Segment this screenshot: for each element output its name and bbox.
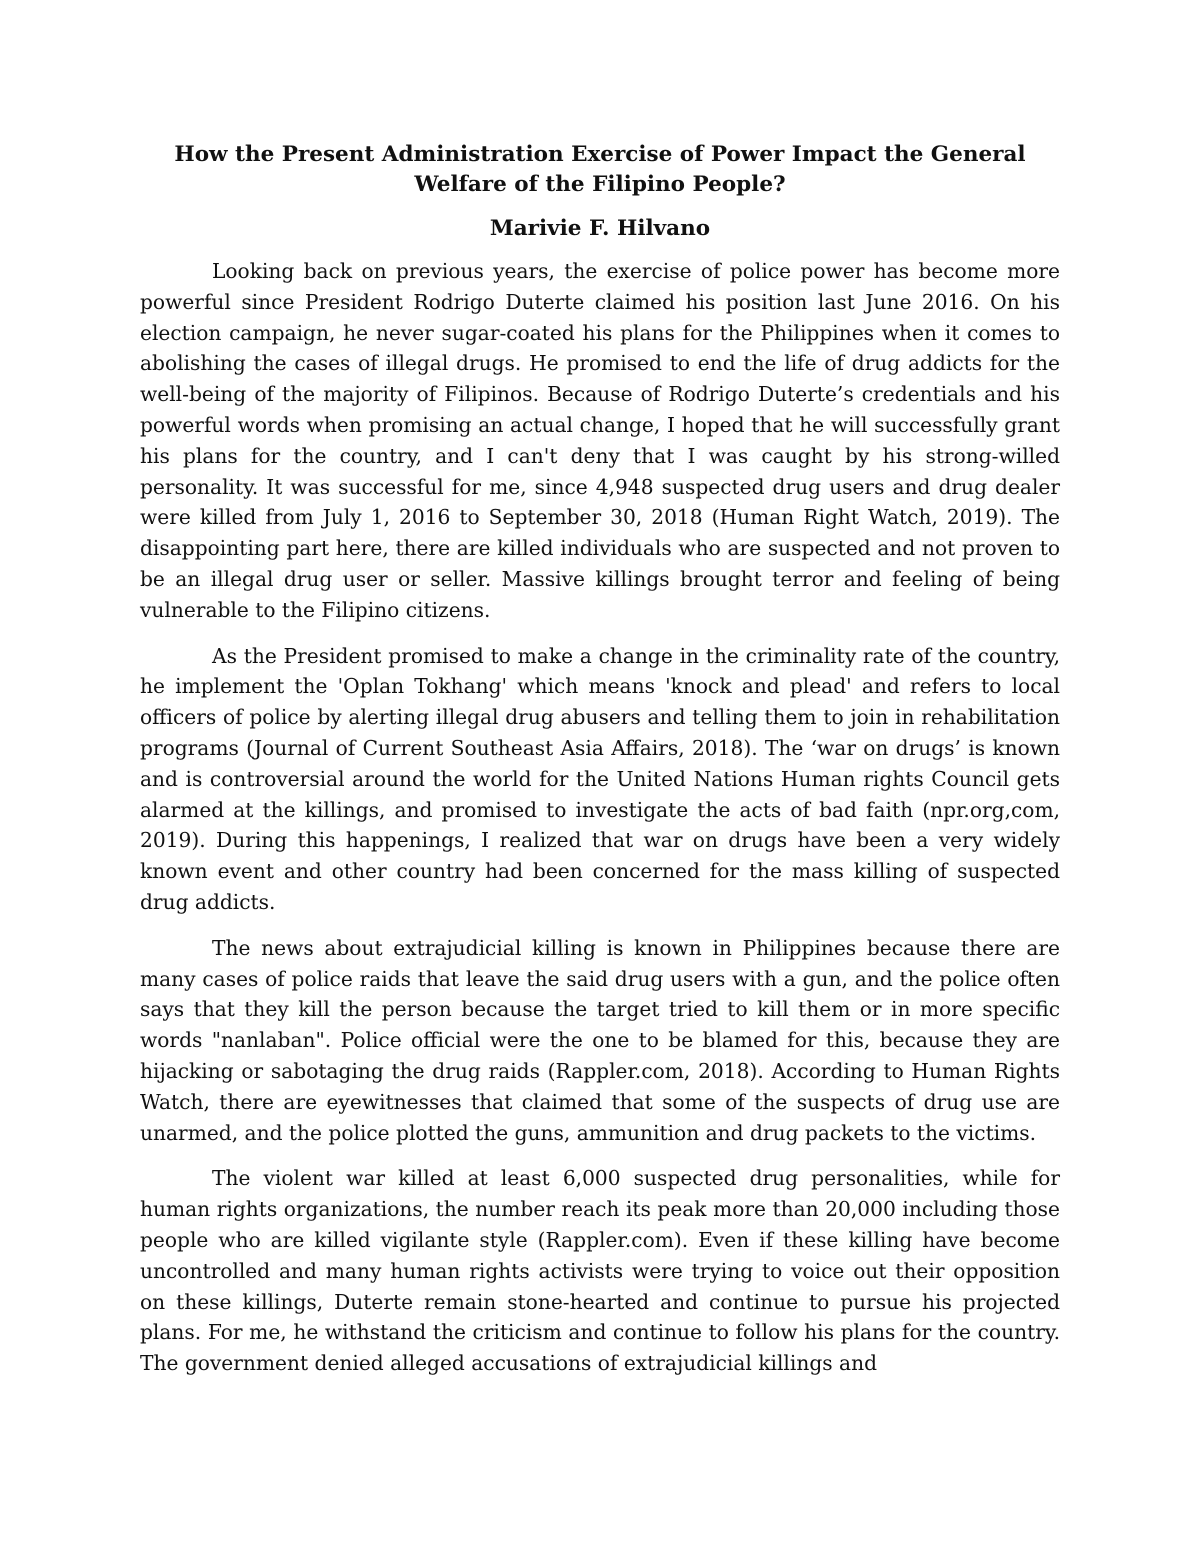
body-paragraph: The violent war killed at least 6,000 suspected drug personalities, while for human rights organizations, the number reach its peak more than 20,000 including those people who are killed vigilante style (Rappler.com). Even if these killing have become uncontrolled and many human rights activists were trying to voice out their opposition on these killings, Duterte remain stone-hearted and continue to pursue his projected plans. For me, he withstand the criticism and continue to follow his plans for the country. The government denied alleged accusations of extrajudicial killings and: [140, 1166, 1060, 1376]
body-paragraph: As the President promised to make a change in the criminality rate of the country, he implement the 'Oplan Tokhang' which means 'knock and plead' and refers to local officers of police by alerting illegal drug abusers and telling them to join in rehabilitation programs (Journal of Current Southeast Asia Affairs, 2018). The ‘war on drugs’ is known and is controversial around the world for the United Nations Human rights Council gets alarmed at the killings, and promised to investigate the acts of bad faith (npr.org,com, 2019). During this happenings, I realized that war on drugs have been a very widely known event and other country had been concerned for the mass killing of suspected drug addicts.: [140, 643, 1060, 914]
document-title: [140, 140, 1060, 200]
body-paragraph: The news about extrajudicial killing is known in Philippines because there are many cases of police raids that leave the said drug users with a gun, and the police often says that they kill the person because the target tried to kill them or in more specific words "nanlaban". Police official were the one to be blamed for this, because they are hijacking or sabotaging the drug raids (Rappler.com, 2018). According to Human Rights Watch, there are eyewitnesses that claimed that some of the suspects of drug use are unarmed, and the police plotted the guns, ammunition and drug packets to the victims.: [140, 935, 1060, 1145]
document-title-line: How the Present Administration Exercise of Power Impact the General: [174, 142, 1026, 167]
document-body: [140, 140, 1060, 1394]
author-name: Marivie F. Hilvano: [489, 216, 711, 241]
document-title-line: Welfare of the Filipino People?: [414, 172, 786, 197]
body-paragraph: Looking back on previous years, the exercise of police power has become more powerful since President Rodrigo Duterte claimed his position last June 2016. On his election campaign, he never sugar-coated his plans for the Philippines when it comes to abolishing the cases of illegal drugs. He promised to end the life of drug addicts for the well-being of the majority of Filipinos. Because of Rodrigo Duterte’s credentials and his powerful words when promising an actual change, I hoped that he will successfully grant his plans for the country, and I can't deny that I was caught by his strong-willed personality. It was successful for me, since 4,948 suspected drug users and drug dealer were killed from July 1, 2016 to September 30, 2018 (Human Right Watch, 2019). The disappointing part here, there are killed individuals who are suspected and not proven to be an illegal drug user or seller. Massive killings brought terror and feeling of being vulnerable to the Filipino citizens.: [140, 259, 1060, 622]
